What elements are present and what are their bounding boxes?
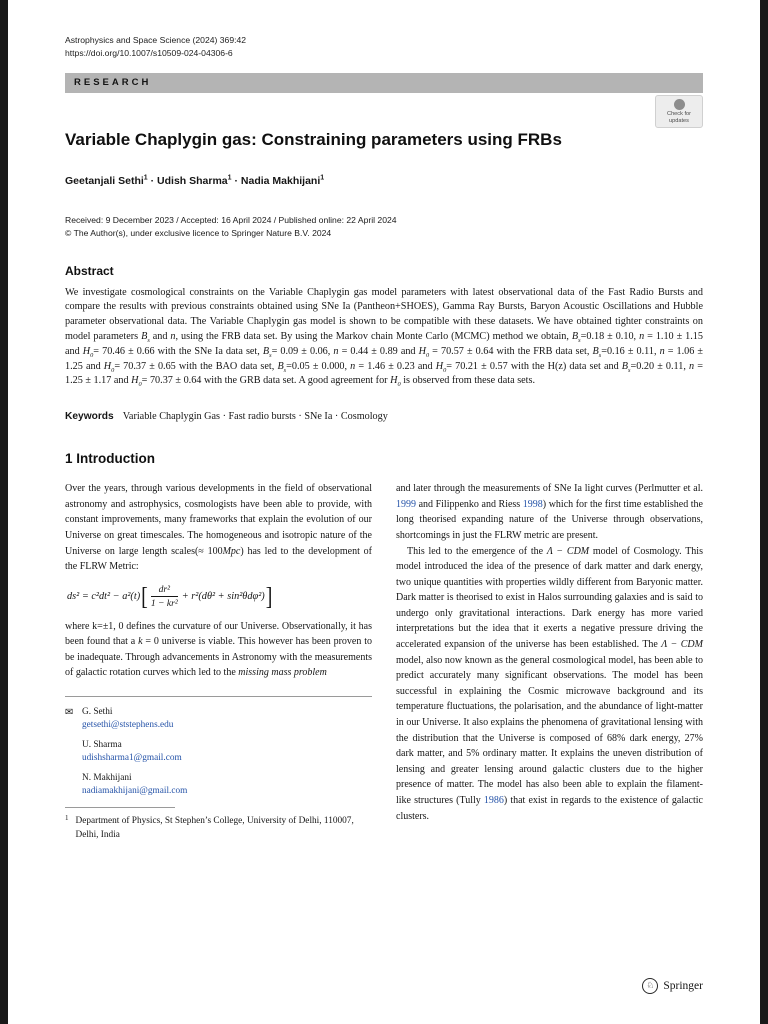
article-title: Variable Chaplygin gas: Constraining parameters using FRBs <box>65 129 562 149</box>
affiliation-text: Department of Physics, St Stephen’s College, University of Delhi, 110007, Delhi, India <box>75 816 354 840</box>
affiliation-footnote <box>65 815 372 842</box>
envelope-icon: ✉ <box>65 707 74 719</box>
intro-left-paragraph-2: where k=±1, 0 defines the curvature of our Universe. Observationally, it has been found that a k = 0 universe is viable. This however has been proven to be inadequate. Through advancements in Astronomy with the measurements of galactic rotation curves which led to the missing mass problem <box>65 620 372 679</box>
abstract-text: We investigate cosmological constraints on the Variable Chaplygin gas model parameters with latest observational data of the Fast Radio Bursts and compare the results with previous constraints obtained using SNe Ia (Pantheon+SHOES), Gamma Ray Bursts, Baryon Acoustic Oscillations and Hubble parameter observational data. The Variable Chaplygin gas model is shown to be compatible with these datasets. We have obtained tighter constraints on model parameters $B_s$ and n, using the FRB data set. By using the Markov chain Monte Carlo (MCMC) method we obtain, $B_s=0.18 \pm 0.10$, n = 1.10 ± 1.15 and $H_0= 70.46 \pm 0.66$ with the SNe Ia data set, $B_s= 0.09 \pm 0.06$, n = 0.44 ± 0.89 and $H_0 = 70.57 \pm 0.64$ with the FRB data set, $B_s=0.16 \pm 0.11$, n = 1.06 ± 1.25 and $H_0= 70.37 \pm 0.65$ with the BAO data set, $B_s=0.05 \pm 0.000$, n = 1.46 ± 0.23 and $H_0= 70.21 \pm 0.57$ with the H(z) data set and $B_s=0.20 \pm 0.11$, n = 1.25 ± 1.17 and $H_0= 70.37 \pm 0.64$ with the GRB data set. A good agreement for $H_0$ is observed from these data sets. <box>65 286 704 389</box>
contact-name: N. Makhijani <box>82 773 132 784</box>
keywords-label: Keywords <box>65 411 114 423</box>
springer-footer-logo <box>642 978 703 994</box>
intro-right-paragraph-1: and later through the measurements of SNe Ia light curves (Perlmutter et al. 1999 and Filippenko and Riess 1998) which for the first time established the long theorised expanding nature of the Universe through observations, shortcomings in just the FLRW metric are present. <box>396 483 703 541</box>
abstract-heading: Abstract <box>65 263 114 278</box>
citation-link[interactable]: 1999 <box>396 498 416 510</box>
equation-fraction: $\frac{\text{dr²}}{\text{1 − kr²}}$ <box>150 583 178 610</box>
contact-nmakhijani <box>65 772 372 798</box>
email-link-usharma[interactable]: udishsharma1@gmail.com <box>82 753 182 764</box>
flrw-metric-equation <box>67 584 372 610</box>
keywords-line <box>65 411 703 422</box>
authors-line: Geetanjali Sethi$^1$ · Udish Sharma$^1$ · Nadia Makhijani$^1$ <box>65 174 325 188</box>
journal-citation: Astrophysics and Space Science (2024) 369:42 <box>65 35 247 45</box>
intro-left-paragraph-1: Over the years, through various developments in the field of observational astronomy and astrophysics, cosmologists have been able to provide, with constant improvements, many frameworks that explain the evolution of our Universe on great timescales. The homogeneous and isotropic nature of the Universe on large length scales(≈ 100Mpc) has led to the development of the FLRW Metric: <box>65 483 372 573</box>
email-link-gsethi[interactable]: getsethi@ststephens.edu <box>82 720 174 731</box>
received-accepted-line: Received: 9 December 2023 / Accepted: 16 April 2024 / Published online: 22 April 2024 <box>65 215 397 226</box>
contact-name: G. Sethi <box>82 707 113 718</box>
section-heading-introduction: 1 Introduction <box>65 451 155 467</box>
crossmark-icon <box>674 99 685 110</box>
right-bracket: ] <box>265 582 273 611</box>
intro-right-paragraph-2: This led to the emergence of the Λ − CDM model of Cosmology. This model introduced the idea of the presence of dark matter and dark energy, two unique quantities with properties wildly different from Baryonic matter. Dark matter is theorised to exist in Halos surrounding galaxies and is said to undergo only gravitational interactions. Dark energy has more varied interpretations but the idea that it exerts a negative pressure driving the accelerated expansion of the universe has been established. The Λ − CDM model, also now known as the general cosmological model, has been able to predict accurately many significant observations. The model has been successful in explaining the Cosmic microwave background and its temperature fluctuations, the polarisation, and the abundance of light-matter in our Universe. It also explains the phenomena of gravitational lensing with the distribution that the Universe is composed of 68% dark energy, 27% dark matter, and 5% ordinary matter. It explains the uneven distribution of lensing and greater lensing around galactic clusters due to the higher presence of matter. The model has also been able to explain the filament-like structures (Tully 1986) that exist in regards to the existence of galactic clusters. <box>396 545 703 822</box>
journal-header <box>65 34 703 60</box>
keywords-text: Variable Chaplygin Gas · Fast radio bursts · SNe Ia · Cosmology <box>122 411 388 423</box>
envelope-spacer <box>65 739 82 765</box>
contact-name: U. Sharma <box>82 740 122 751</box>
correspondence-block <box>65 697 372 798</box>
citation-link[interactable]: 1986 <box>483 795 504 806</box>
contact-usharma <box>65 739 372 765</box>
footnote-marker: 1 <box>65 814 69 823</box>
right-column <box>396 481 703 842</box>
springer-horse-icon: ♘ <box>642 978 658 994</box>
citation-link[interactable]: 1998 <box>522 498 543 510</box>
equation-rest: + r²(dθ² + sin²θdφ²) <box>181 590 265 602</box>
email-link-nmakhijani[interactable]: nadiamakhijani@gmail.com <box>82 786 188 797</box>
left-column <box>65 481 372 842</box>
research-banner <box>65 73 703 93</box>
check-updates-badge[interactable] <box>655 95 703 128</box>
two-column-body <box>65 481 703 842</box>
envelope-spacer <box>65 772 82 798</box>
springer-wordmark: Springer <box>663 980 703 992</box>
copyright-line: © The Author(s), under exclusive licence to Springer Nature B.V. 2024 <box>65 228 332 239</box>
article-history <box>65 214 703 241</box>
equation-lhs: ds² = c²dt² − a²(t) <box>67 590 141 602</box>
research-label: RESEARCH <box>74 77 152 89</box>
footnote-divider <box>65 807 175 808</box>
left-bracket: [ <box>141 582 148 611</box>
contact-gsethi <box>65 706 372 732</box>
check-updates-label: Check for updates <box>667 110 691 124</box>
article-page <box>8 0 760 1024</box>
doi-link[interactable]: https://doi.org/10.1007/s10509-024-04306-6 <box>65 47 233 58</box>
